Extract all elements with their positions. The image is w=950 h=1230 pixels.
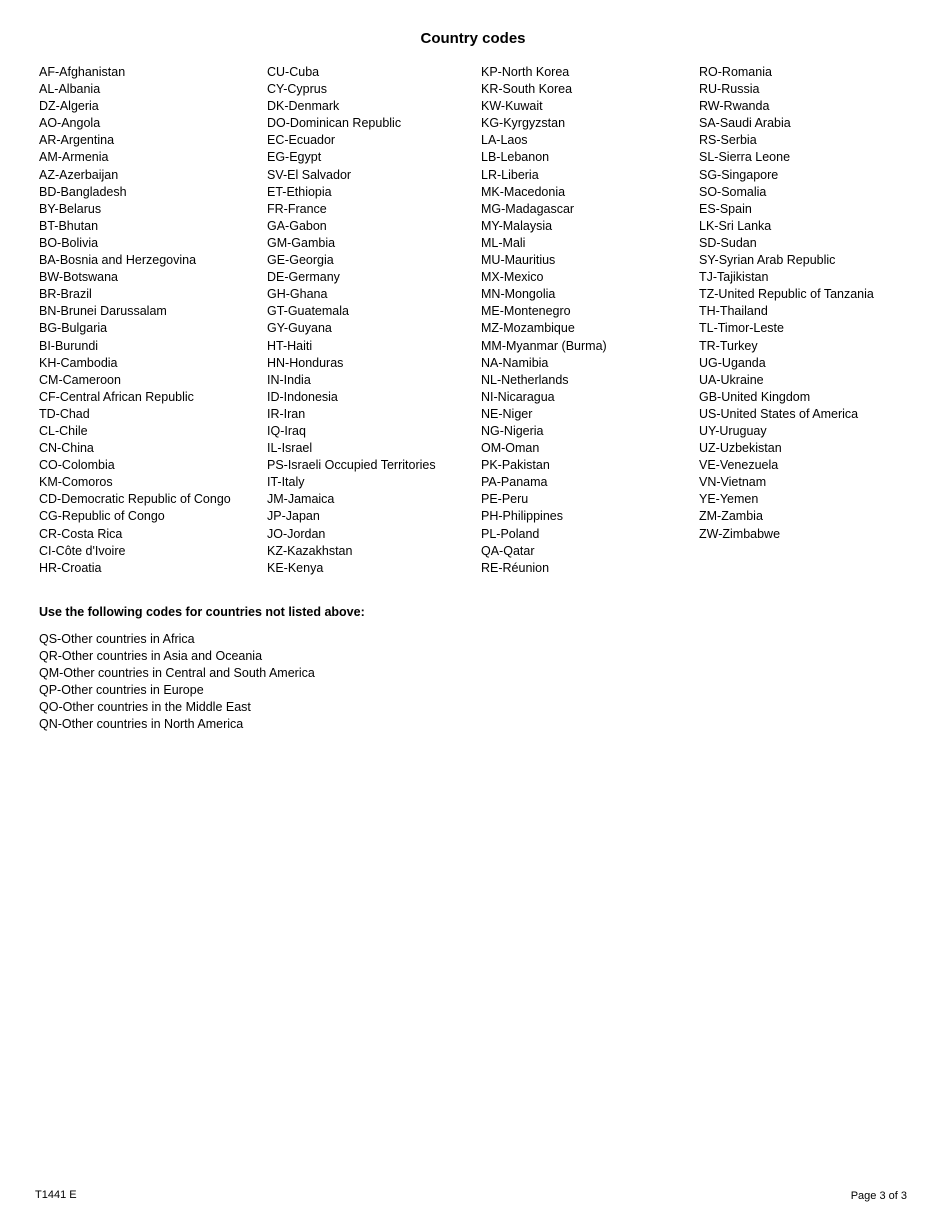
country-code-entry: SG-Singapore — [699, 167, 779, 182]
country-code-entry: LB-Lebanon — [481, 150, 550, 165]
country-code-entry: AZ-Azerbaijan — [39, 167, 119, 182]
country-column-1 — [39, 64, 231, 577]
country-code-entry: CG-Republic of Congo — [39, 509, 165, 524]
other-country-code-entry: QO-Other countries in the Middle East — [39, 700, 251, 715]
country-code-entry: JO-Jordan — [267, 526, 326, 541]
country-code-entry: RS-Serbia — [699, 133, 757, 148]
country-column-2 — [267, 64, 436, 577]
country-code-entry: QA-Qatar — [481, 543, 535, 558]
country-code-entry: BA-Bosnia and Herzegovina — [39, 253, 197, 268]
country-code-entry: KG-Kyrgyzstan — [481, 116, 566, 131]
other-country-code-entry: QS-Other countries in Africa — [39, 632, 195, 646]
country-code-entry: PK-Pakistan — [481, 458, 550, 473]
country-code-entry: JP-Japan — [267, 509, 320, 524]
country-code-entry: YE-Yemen — [699, 492, 759, 507]
country-code-entry: VE-Venezuela — [699, 458, 779, 473]
country-code-entry: KE-Kenya — [267, 560, 324, 575]
country-column-4 — [699, 64, 874, 543]
country-code-entry: IL-Israel — [267, 441, 313, 456]
country-code-entry: ML-Mali — [481, 235, 526, 250]
country-code-entry: GM-Gambia — [267, 235, 336, 250]
country-code-entry: LK-Sri Lanka — [699, 218, 772, 233]
country-code-entry: BN-Brunei Darussalam — [39, 304, 167, 319]
country-code-entry: KH-Cambodia — [39, 355, 118, 370]
country-code-entry: BO-Bolivia — [39, 235, 99, 250]
country-code-entry: HR-Croatia — [39, 560, 102, 575]
country-code-entry: NA-Namibia — [481, 355, 549, 370]
country-code-entry: HN-Honduras — [267, 355, 344, 370]
country-code-entry: UA-Ukraine — [699, 372, 764, 387]
country-code-entry: KR-South Korea — [481, 82, 573, 97]
country-code-entry: PL-Poland — [481, 526, 540, 541]
country-code-entry: KW-Kuwait — [481, 99, 543, 114]
country-code-entry: BD-Bangladesh — [39, 184, 127, 199]
country-code-entry: DK-Denmark — [267, 99, 340, 114]
country-code-entry: BT-Bhutan — [39, 218, 99, 233]
country-code-entry: BG-Bulgaria — [39, 321, 108, 336]
country-code-entry: IN-India — [267, 372, 311, 387]
country-code-entry: ES-Spain — [699, 201, 752, 216]
country-code-entry: US-United States of America — [699, 406, 859, 421]
other-country-code-entry: QN-Other countries in North America — [39, 717, 244, 732]
country-code-entry: SV-El Salvador — [267, 167, 352, 182]
country-code-entry: CR-Costa Rica — [39, 526, 123, 541]
country-code-entry: IR-Iran — [267, 406, 306, 421]
country-code-entry: AF-Afghanistan — [39, 65, 126, 79]
country-code-entry: UG-Uganda — [699, 355, 766, 370]
page-title: Country codes — [420, 30, 526, 47]
country-code-entry: PA-Panama — [481, 475, 548, 490]
country-code-entry: SY-Syrian Arab Republic — [699, 253, 836, 268]
country-code-entry: RW-Rwanda — [699, 99, 770, 114]
country-code-entry: KP-North Korea — [481, 65, 570, 79]
country-code-entry: NL-Netherlands — [481, 372, 569, 387]
country-code-entry: NE-Niger — [481, 406, 533, 421]
country-code-entry: ZW-Zimbabwe — [699, 526, 781, 541]
country-code-columns — [39, 64, 919, 584]
country-code-entry: SO-Somalia — [699, 184, 767, 199]
country-code-entry: AM-Armenia — [39, 150, 109, 165]
country-code-entry: BW-Botswana — [39, 270, 118, 285]
country-code-entry: EC-Ecuador — [267, 133, 336, 148]
country-code-entry: CM-Cameroon — [39, 372, 121, 387]
country-code-entry: CU-Cuba — [267, 65, 320, 79]
country-code-entry: AO-Angola — [39, 116, 101, 131]
page-number: Page 3 of 3 — [850, 1190, 907, 1202]
country-code-entry: VN-Vietnam — [699, 475, 767, 490]
country-code-entry: PH-Philippines — [481, 509, 563, 524]
country-code-entry: ID-Indonesia — [267, 389, 338, 404]
country-code-entry: ZM-Zambia — [699, 509, 763, 524]
country-code-entry: EG-Egypt — [267, 150, 322, 165]
country-code-entry: TH-Thailand — [699, 304, 768, 319]
country-code-entry: GE-Georgia — [267, 253, 334, 268]
country-code-entry: RU-Russia — [699, 82, 760, 97]
form-id: T1441 E — [35, 1189, 77, 1201]
country-code-entry: GA-Gabon — [267, 218, 327, 233]
country-code-entry: PS-Israeli Occupied Territories — [267, 458, 436, 473]
country-code-entry: CI-Côte d'Ivoire — [39, 543, 126, 558]
country-code-entry: MG-Madagascar — [481, 201, 575, 216]
country-code-entry: CL-Chile — [39, 423, 88, 438]
country-code-entry: SD-Sudan — [699, 235, 757, 250]
country-code-entry: TJ-Tajikistan — [699, 270, 769, 285]
country-code-entry: MX-Mexico — [481, 270, 544, 285]
country-code-entry: JM-Jamaica — [267, 492, 335, 507]
country-code-entry: PE-Peru — [481, 492, 529, 507]
country-code-entry: MZ-Mozambique — [481, 321, 575, 336]
country-code-entry: TZ-United Republic of Tanzania — [699, 287, 874, 302]
country-code-entry: CN-China — [39, 441, 94, 456]
country-code-entry: AL-Albania — [39, 82, 101, 97]
country-code-entry: IQ-Iraq — [267, 423, 306, 438]
country-code-entry: CY-Cyprus — [267, 82, 327, 97]
country-code-entry: RO-Romania — [699, 65, 772, 79]
country-code-entry: MK-Macedonia — [481, 184, 566, 199]
country-code-entry: TR-Turkey — [699, 338, 758, 353]
country-code-entry: DZ-Algeria — [39, 99, 99, 114]
country-code-entry: GY-Guyana — [267, 321, 332, 336]
country-code-entry: TL-Timor-Leste — [699, 321, 784, 336]
country-code-entry: MM-Myanmar (Burma) — [481, 338, 607, 353]
country-code-entry: OM-Oman — [481, 441, 540, 456]
other-country-code-entry: QR-Other countries in Asia and Oceania — [39, 649, 263, 664]
country-code-entry: AR-Argentina — [39, 133, 115, 148]
country-code-entry: GB-United Kingdom — [699, 389, 811, 404]
country-code-entry: GT-Guatemala — [267, 304, 349, 319]
other-countries-list — [39, 631, 315, 734]
country-code-entry: CD-Democratic Republic of Congo — [39, 492, 231, 507]
country-code-entry: SA-Saudi Arabia — [699, 116, 791, 131]
country-code-entry: MU-Mauritius — [481, 253, 556, 268]
country-code-entry: GH-Ghana — [267, 287, 328, 302]
country-code-entry: IT-Italy — [267, 475, 305, 490]
country-column-3 — [481, 64, 607, 577]
country-code-entry: UZ-Uzbekistan — [699, 441, 782, 456]
country-code-entry: SL-Sierra Leone — [699, 150, 791, 165]
country-code-entry: FR-France — [267, 201, 327, 216]
country-code-entry: DO-Dominican Republic — [267, 116, 402, 131]
country-code-entry: TD-Chad — [39, 406, 90, 421]
other-country-code-entry: QM-Other countries in Central and South America — [39, 666, 315, 681]
country-code-entry: UY-Uruguay — [699, 423, 767, 438]
country-code-entry: HT-Haiti — [267, 338, 313, 353]
other-country-code-entry: QP-Other countries in Europe — [39, 683, 204, 698]
country-code-entry: KM-Comoros — [39, 475, 113, 490]
country-code-entry: MN-Mongolia — [481, 287, 556, 302]
country-code-entry: BR-Brazil — [39, 287, 92, 302]
country-code-entry: NI-Nicaragua — [481, 389, 555, 404]
country-code-entry: LA-Laos — [481, 133, 528, 148]
country-code-entry: BI-Burundi — [39, 338, 99, 353]
country-code-entry: DE-Germany — [267, 270, 340, 285]
country-code-entry: CO-Colombia — [39, 458, 115, 473]
country-code-entry: MY-Malaysia — [481, 218, 553, 233]
other-countries-heading: Use the following codes for countries not listed above: — [39, 605, 365, 619]
country-code-entry: ME-Montenegro — [481, 304, 571, 319]
country-code-entry: KZ-Kazakhstan — [267, 543, 353, 558]
country-code-entry: RE-Réunion — [481, 560, 550, 575]
country-code-entry: BY-Belarus — [39, 201, 102, 216]
country-code-entry: CF-Central African Republic — [39, 389, 194, 404]
country-code-entry: LR-Liberia — [481, 167, 539, 182]
country-code-entry: ET-Ethiopia — [267, 184, 332, 199]
country-code-entry: NG-Nigeria — [481, 423, 544, 438]
